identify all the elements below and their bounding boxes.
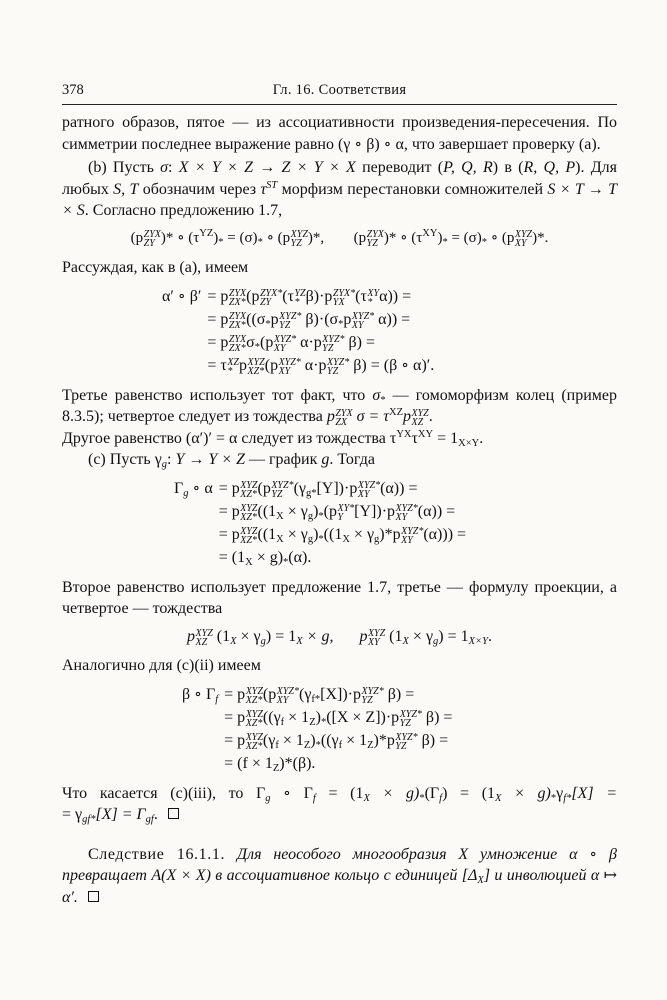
lead-c-ii: Аналогично для (с)(ii) имеем	[62, 657, 261, 674]
running-title: Гл. 16. Соответствия	[272, 82, 407, 98]
equation-identities: p XYZ XZ $(1_X \times \gamma_g) = 1_X \times g$, p XYZ XY $(1_X \times \gamma_g) = 1_{X\times Y}$.	[187, 627, 492, 648]
display2-row4: = $(1_X \times g)_*(\alpha)$.	[218, 548, 312, 568]
header-rule	[62, 104, 617, 105]
display3-lhs: β ∘ $\Gamma_f$	[182, 685, 219, 705]
page-number: 378	[62, 82, 84, 98]
display-alpha-beta-prime	[162, 285, 617, 377]
running-header	[62, 82, 617, 104]
paragraph-c: (с) Пусть $\gamma_g$: Y → Y × Z — график g. Тогда	[88, 451, 375, 470]
display1-row1: = p ZYX ZX* (p ZYX* ZY (τ YZ * β)·p ZYX* YX (τ XY * α)) =	[207, 287, 412, 308]
display1-row4: = τ XZ * p XYZ XZ* (p XYZ* XY α·p XYZ* YZ β) = (β ∘ α)′.	[207, 356, 435, 377]
qed-square-icon	[168, 808, 179, 819]
paragraph-b: (b) Пусть σ: X × Y × Z → Z × Y × X переводит (P, Q, R) в (R, Q, P). Для любых S, T обозначим через $\tau^{ST}$ морфизм перестановки сомножителей S × T → T × S. Согласно предложению 1.7,	[62, 159, 618, 219]
corollary-label: Следствие 16.1.1.	[88, 845, 226, 863]
paragraph-involution: Другое равенство (α′)′ = α следует из тождества $\tau^{YX}\tau^{XY} = 1_{X\times Y}$.	[62, 428, 484, 449]
display3-row4: = $(f \times 1_Z)*(\beta)$.	[224, 754, 316, 774]
corollary-16-1-1: Следствие 16.1.1. Для неособого многообразия X умножение α ∘ β превращает A(X × X) в ассоциативное кольцо с единицей $[\Delta_X]$ и инволюцией α ↦ α′.	[62, 845, 618, 906]
display3-row3: = p XYZ XZ* $(\gamma_f \times 1_Z)_*((\gamma_f \times 1_Z)*p$ XYZ* YZ β) =	[224, 731, 449, 752]
display-gamma-g-alpha	[174, 477, 617, 569]
paragraph-c-iii-cont: = $\gamma_{gf*}[X] = \Gamma_{gf}$.	[62, 804, 617, 826]
paragraph-second-equality: Второе равенство использует предложение 1.7, третье — формулу проекции, а четвертое — тождества	[62, 578, 617, 617]
display1-row2: = p ZYX ZX* (($\sigma_*p$ XYZ* YZ $\beta)\cdot(\sigma_*p$ XYZ* XY α)) =	[207, 310, 411, 331]
lead-as-in-a: Рассуждая, как в (а), имеем	[62, 259, 249, 276]
equation-b-identities: (p ZYX ZY )* ∘ $(\tau^{YZ})_* = (\sigma)_*$ ∘ (p XYZ YZ )*, (p ZYX YZ )* ∘ $(\tau^{XY})_* = (\sigma)_*$ ∘ (p XYZ XY )*.	[130, 227, 549, 249]
display1-lhs: α′ ∘ β′	[162, 287, 202, 305]
display2-row1: = p XYZ XZ* (p XYZ* YZ $(\gamma_{g*}[Y])\cdot p$ XYZ* XY (α)) =	[218, 479, 418, 500]
display2-lhs: $\Gamma_g$ ∘ α	[174, 479, 213, 499]
display2-row3: = p XYZ XZ* ($(1_X \times \gamma_g)_*((1_X \times \gamma_g)*p$ XYZ* XY (α))) =	[218, 525, 467, 546]
page-body	[62, 112, 617, 908]
paragraph-c-iii: Что касается (с)(iii), то $\Gamma_g$ ∘ $\Gamma_f = (1_X \times g)_*(\Gamma_f) = (1_X \times g)_*\gamma_{f*}[X]$ =	[62, 784, 618, 804]
qed-square-icon	[88, 891, 99, 902]
paragraph-third-equality: Третье равенство использует тот факт, что $\sigma_*$ — гомоморфизм колец (пример 8.3.5); четвертое следует из тождества p ZYX ZX $\sigma = \tau^{XZ}p$ XYZ XZ .	[62, 386, 618, 428]
display2-row2: = p XYZ XZ* ($(1_X \times \gamma_g)_*(p$ XY* Y [Y])·p XYZ* XY (α)) =	[218, 502, 456, 523]
display3-row2: = p XYZ XZ* ($(\gamma_f \times 1_Z)_*([X \times Z])\cdot p$ XYZ* YZ β) =	[224, 708, 453, 729]
display1-row3: = p ZYX ZX* $\sigma_*(p$ XYZ* XY α·p XYZ* YZ β) =	[207, 333, 376, 354]
paragraph-proof-a-end: ратного образов, пятое — из ассоциативности произведения-пересечения. По симметрии последнее выражение равно (γ ∘ β) ∘ α, что завершает проверку (а).	[62, 114, 617, 153]
display3-row1: = p XYZ XZ* (p XYZ* XY $(\gamma_{f*}[X])\cdot p$ XYZ* YZ β) =	[224, 685, 415, 706]
display-beta-gamma-f	[182, 683, 617, 775]
